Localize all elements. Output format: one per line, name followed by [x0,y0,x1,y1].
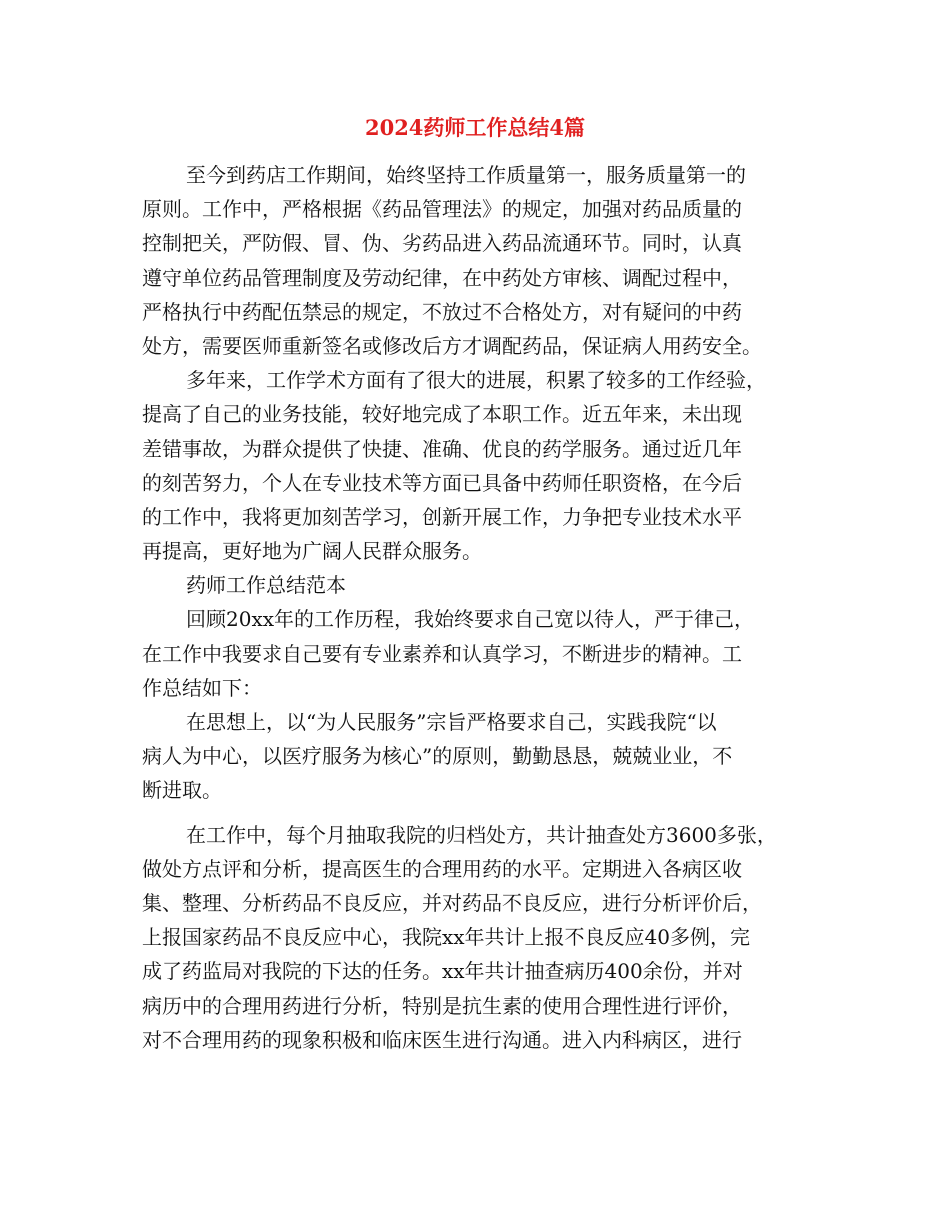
text-line: 病历中的合理用药进行分析，特别是抗生素的使用合理性进行评价， [142,993,742,1018]
text-line: 在工作中，每个月抽取我院的归档处方，共计抽查处方3600多张， [186,822,777,847]
text-line: 成了药监局对我院的下达的任务。xx年共计抽查病历400余份，并对 [142,959,743,984]
text-line: 对不合理用药的现象积极和临床医生进行沟通。进入内科病区，进行 [142,1027,742,1052]
text-line: 严格执行中药配伍禁忌的规定，不放过不合格处方，对有疑问的中药 [142,299,742,324]
document-title: 2024药师工作总结4篇 [364,115,586,140]
text-line: 的工作中，我将更加刻苦学习，创新开展工作，力争把专业技术水平 [142,504,742,529]
text-line: 在思想上，以“为人民服务”宗旨严格要求自己，实践我院“以 [186,710,717,734]
text-line: 控制把关，严防假、冒、伪、劣药品进入药品流通环节。同时，认真 [142,231,742,256]
section-heading: 药师工作总结范本 [186,573,346,598]
text-line: 做处方点评和分析，提高医生的合理用药的水平。定期进入各病区收 [142,856,742,881]
text-line: 回顾20xx年的工作历程，我始终要求自己宽以待人，严于律己， [186,607,755,632]
document-body [142,158,822,1057]
text-line: 多年来，工作学术方面有了很大的进展，积累了较多的工作经验， [186,368,766,393]
text-line: 病人为中心，以医疗服务为核心”的原则，勤勤恳恳，兢兢业业，不 [142,744,733,769]
text-line: 作总结如下： [142,675,262,700]
text-line: 差错事故，为群众提供了快捷、准确、优良的药学服务。通过近几年 [142,436,742,461]
text-line: 处方，需要医师重新签名或修改后方才调配药品，保证病人用药安全。 [142,333,762,358]
paragraph-gap [142,808,822,818]
text-line: 原则。工作中，严格根据《药品管理法》的规定，加强对药品质量的 [142,197,742,222]
text-line: 遵守单位药品管理制度及劳动纪律，在中药处方审核、调配过程中， [142,265,742,290]
text-line: 集、整理、分析药品不良反应，并对药品不良反应，进行分析评价后， [142,890,762,915]
text-line: 断进取。 [142,778,222,803]
text-line: 在工作中我要求自己要有专业素养和认真学习，不断进步的精神。工 [142,641,742,666]
text-line: 提高了自己的业务技能，较好地完成了本职工作。近五年来，未出现 [142,402,742,427]
text-line: 的刻苦努力，个人在专业技术等方面已具备中药师任职资格，在今后 [142,470,742,495]
text-line: 至今到药店工作期间，始终坚持工作质量第一，服务质量第一的 [186,163,746,187]
text-line: 上报国家药品不良反应中心，我院xx年共计上报不良反应40多例，完 [142,925,751,950]
text-line: 再提高，更好地为广阔人民群众服务。 [142,539,482,564]
